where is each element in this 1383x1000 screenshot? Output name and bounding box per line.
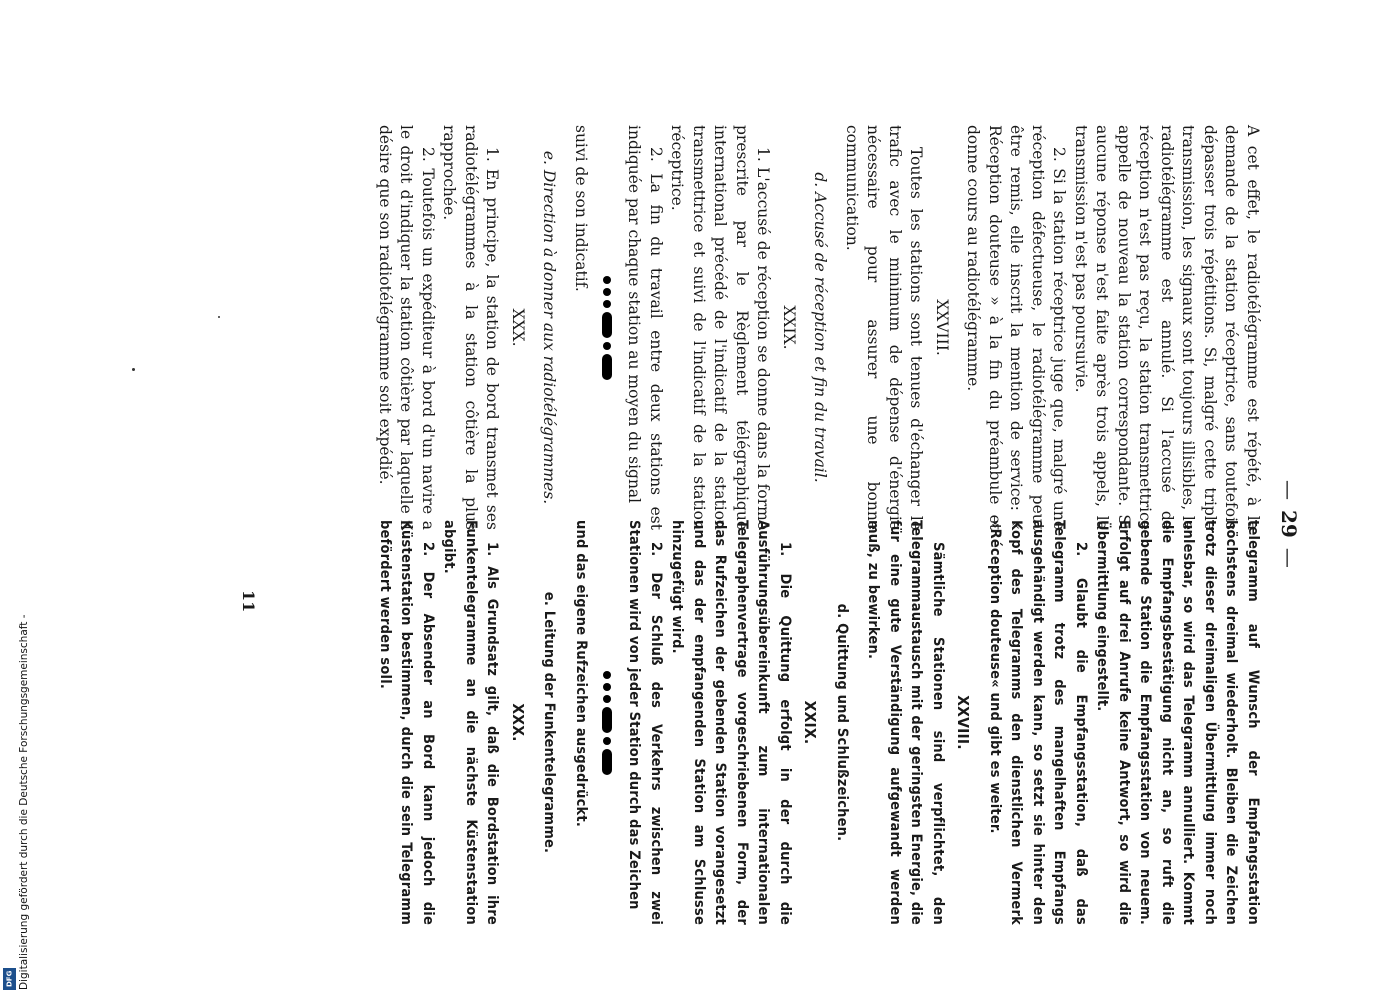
digitization-footer: [0, 0, 30, 1000]
de-article-30-heading: XXX.: [509, 703, 527, 742]
morse-dot: [603, 342, 611, 350]
morse-dot: [603, 288, 611, 296]
morse-dot: [603, 276, 611, 284]
de-paragraph-3: Sämtliche Stationen sind verpflichtet, den Telegrammaustausch mit der geringsten Energie, die für eine gute Verständigung aufgewandt werden muß, zu bewirken.: [865, 520, 946, 925]
fr-article-29-heading: XXIX.: [780, 305, 798, 350]
morse-dash: [602, 707, 612, 733]
morse-dot: [603, 683, 611, 691]
de-paragraph-5b: und das eigene Rufzeichen ausgedrückt.: [573, 520, 589, 828]
fr-paragraph-1: A cet effet, le radiotélégramme est répété, à la demande de la station réceptrice, sans toutefois dépasser trois répétitions. Si, malgré cette triple transmission, les signaux sont toujours illisibles, le radiotélégramme est annulé. Si l'accusé de réception n'est pas reçu, la station transmettrice appelle de nouveau la station correspondante. Si aucune réponse n'est faite après trois appels, la transmission n'est pas poursuivie.: [1072, 125, 1262, 530]
page-number: —29—: [1277, 480, 1301, 568]
dfg-logo: DFG: [3, 968, 16, 990]
de-article-28-heading: XXVIII.: [954, 695, 973, 750]
morse-dash: [602, 312, 612, 338]
morse-dash: [602, 354, 612, 380]
german-column: [374, 520, 1264, 925]
fr-paragraph-5: 2. La fin du travail entre deux stations est indiquée par chaque station au moyen du signal: [625, 125, 665, 530]
fr-paragraph-6: 1. En principe, la station de bord transmet ses radiotélégrammes à la station côtière la plus rapprochée.: [440, 125, 502, 530]
fr-paragraph-4: 1. L'accusé de réception se donne dans la forme prescrite par le Règlement télégraphique international précédé de l'indicatif de la station transmettrice et suivi de l'indicatif de la station réceptrice.: [668, 125, 773, 530]
de-paragraph-4: 1. Die Quittung erfolgt in der durch die Ausführungsübereinkunft zum internationalen Telegraphenvertrage vorgeschriebenen Form, der das Rufzeichen der gebenden Station vorangesetzt und das der empfangenden Station am Schlusse hinzugefügt wird.: [669, 520, 793, 925]
morse-dot: [603, 695, 611, 703]
fr-paragraph-5b: suivi de son indicatif.: [572, 125, 590, 292]
morse-dot: [603, 671, 611, 679]
scan-speck: [218, 316, 220, 318]
fr-section-e-heading: e. Direction à donner aux radiotélégrammes.: [540, 150, 559, 505]
morse-dot: [603, 737, 611, 745]
de-section-d-heading: d. Quittung und Schlußzeichen.: [834, 603, 850, 842]
de-paragraph-5: 2. Der Schluß des Verkehrs zwischen zwei Stationen wird von jeder Station durch das Zeichen: [626, 520, 664, 925]
morse-dash: [602, 749, 612, 775]
fr-paragraph-7: 2. Toutefois un expéditeur à bord d'un navire a le droit d'indiquer la station côtière par laquelle il désire que son radiotélégramme soit expédié.: [376, 125, 437, 530]
fr-paragraph-2: 2. Si la station réceptrice juge que, malgré une réception défectueuse, le radiotélégramme peut être remis, elle inscrit la mention de service: « Réception douteuse » à la fin du préambule et donne cours au radiotélégramme.: [964, 125, 1069, 530]
footer-text: Digitalisierung gefördert durch die Deutsche Forschungsgemeinschaft -: [18, 614, 30, 990]
morse-dot: [603, 300, 611, 308]
folio-number: 11: [239, 590, 258, 613]
fr-section-d-heading: d. Accusé de réception et fin du travail.: [811, 172, 830, 483]
de-paragraph-2: 2. Glaubt die Empfangsstation, daß das Telegramm trotz des mangelhaften Empfangs ausgehändigt werden kann, so setzt sie hinter den Kopf des Telegramms den dienstlichen Vermerk »Réception douteuse« und gibt es weiter.: [987, 520, 1089, 925]
de-section-e-heading: e. Leitung der Funkentelegramme.: [541, 591, 558, 854]
fr-article-30-heading: XXX.: [509, 308, 527, 347]
de-paragraph-7: 2. Der Absender an Bord kann jedoch die Küstenstation bestimmen, durch die sein Telegramm befördert werden soll.: [377, 520, 436, 925]
de-article-29-heading: XXIX.: [801, 700, 820, 745]
page-number-value: 29: [1277, 510, 1301, 538]
fr-paragraph-3: Toutes les stations sont tenues d'échanger le trafic avec le minimum de dépense d'énergie nécessaire pour assurer une bonne communication.: [843, 125, 926, 530]
scan-speck: [132, 368, 135, 371]
de-paragraph-6: 1. Als Grundsatz gilt, daß die Bordstation ihre Funkentelegramme an die nächste Küstenstation abgibt.: [441, 520, 501, 925]
fr-article-28-heading: XXVIII.: [933, 299, 951, 356]
fr-morse-signal: [595, 125, 619, 530]
de-paragraph-1: telegramm auf Wunsch der Empfangsstation höchstens dreimal wiederholt. Bleiben die Zeichen trotz dieser dreimaligen Übermittlung immer noch unlesbar, so wird das Telegramm annulliert. Kommt die Empfangsbestätigung nicht an, so ruft die gebende Station die Empfangsstation von neuem. Erfolgt auf drei Anrufe keine Antwort, so wird die Übermittlung eingestellt.: [1094, 520, 1261, 925]
french-column: [374, 125, 1264, 530]
de-morse-signal: [595, 520, 619, 925]
